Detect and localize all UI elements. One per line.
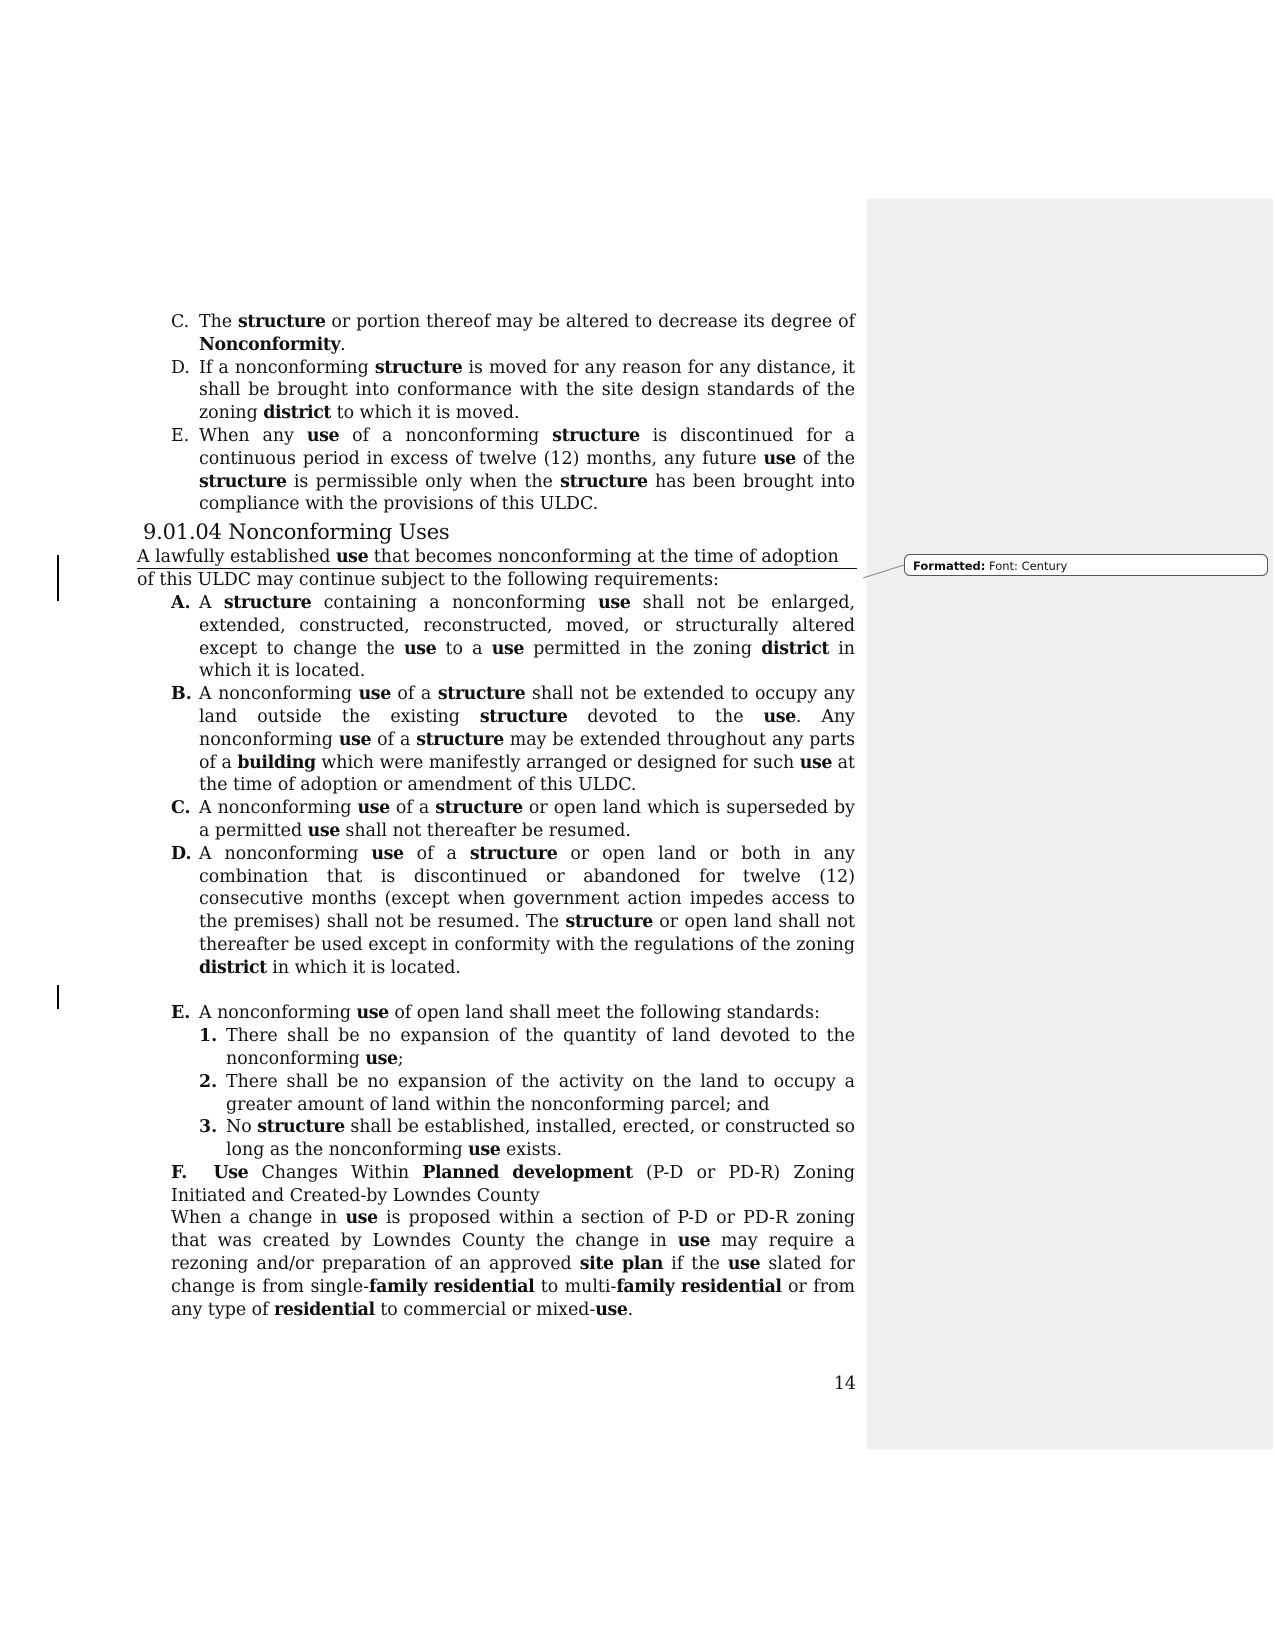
requirement-item <box>143 797 855 843</box>
text-run: . <box>627 1299 634 1320</box>
text-run: to a <box>436 638 492 659</box>
text-run: containing a nonconforming <box>311 592 599 613</box>
defined-term: Nonconformity <box>199 334 341 355</box>
text-run: is discontinued for a continuous period in excess of twelve (12) months, any future <box>199 425 855 469</box>
defined-term: site plan <box>579 1254 664 1275</box>
text-run: may be extended throughout any parts of a <box>199 729 856 773</box>
defined-term: use <box>356 1003 389 1024</box>
text-run: of a <box>389 798 436 819</box>
item-label: 2. <box>199 1071 218 1092</box>
defined-term: use <box>357 798 390 819</box>
item-label: B. <box>171 684 192 705</box>
defined-term: use <box>358 684 391 705</box>
text-run: A nonconforming <box>199 684 359 705</box>
text-run: of the <box>795 448 855 469</box>
text-run: There shall be no expansion of the quantity of land devoted to the nonconforming <box>226 1026 855 1069</box>
requirement-item <box>143 592 855 683</box>
item-label: D. <box>171 357 190 378</box>
text-run: Changes Within <box>248 1162 423 1183</box>
defined-term: use <box>763 448 796 469</box>
requirement-e <box>143 1002 855 1162</box>
text-run: devoted to the <box>567 706 764 727</box>
intro-line-formatted: A lawfully established use that becomes nonconforming at the time of adoption <box>137 547 857 569</box>
text-run: shall not be enlarged, extended, constructed, reconstructed, moved, or structurally altered except to change the <box>199 592 855 659</box>
defined-term: use <box>371 843 404 864</box>
intro-line-2: of this ULDC may continue subject to the following requirements: <box>137 570 719 591</box>
item-label: C. <box>171 312 190 332</box>
defined-term: use <box>345 1208 378 1229</box>
defined-term: use <box>306 425 340 446</box>
text-run: or open land or both in any combination that is discontinued or abandoned for twelve (12) consecutive months (except when government action impedes access to the premises) shall not be resumed. The <box>199 843 855 933</box>
text-run: exists. <box>500 1140 563 1161</box>
requirement-item <box>143 683 855 797</box>
page-number: 14 <box>833 1374 856 1394</box>
text-run: When any <box>199 425 307 446</box>
defined-term: structure <box>199 471 287 492</box>
text-run: If a nonconforming <box>199 357 375 378</box>
item-label: F. <box>171 1162 214 1183</box>
text-run: or portion thereof may be altered to decrease its degree of <box>325 312 856 332</box>
text-run: When a change in <box>171 1208 346 1229</box>
item-label: A. <box>171 592 191 613</box>
text-run: to which it is moved. <box>331 403 520 424</box>
defined-term: residential <box>274 1299 375 1320</box>
intro-paragraph <box>137 546 855 592</box>
defined-term: district <box>263 403 332 424</box>
defined-term: use <box>763 706 796 727</box>
text-run: There shall be no expansion of the activity on the land to occupy a greater amount of land within the nonconforming parcel; and <box>226 1071 855 1115</box>
list-item <box>143 425 855 516</box>
text-run: is proposed within a section of P-D or PD-R zoning that was created by Lowndes County the change in <box>171 1208 855 1252</box>
text-run: is permissible only when the <box>286 471 561 492</box>
defined-term: use <box>595 1299 628 1320</box>
text-run: A nonconforming <box>199 798 358 819</box>
comment-title: Formatted: <box>913 559 986 573</box>
markup-pane <box>867 199 1273 1449</box>
requirement-f-heading <box>171 1162 855 1208</box>
defined-term: family residential <box>616 1276 782 1297</box>
requirement-f-body <box>171 1207 855 1321</box>
defined-term: use <box>598 592 631 613</box>
text-run: in which it is located. <box>266 957 461 978</box>
blank-line <box>143 980 855 1003</box>
defined-term: district <box>761 638 830 659</box>
text-run: shall be established, installed, erected, or constructed so long as the nonconforming <box>226 1117 855 1161</box>
requirement-item <box>143 843 855 980</box>
defined-term: structure <box>416 729 504 750</box>
text-run: of a <box>390 684 438 705</box>
text-run: A nonconforming <box>199 843 372 864</box>
defined-term: structure <box>437 684 526 705</box>
text-run: . Any nonconforming <box>199 706 855 750</box>
text-run: A <box>199 592 224 613</box>
defined-term: structure <box>565 912 653 933</box>
requirements-list <box>143 592 855 980</box>
sub-item <box>143 1071 855 1117</box>
requirement-item <box>143 1002 855 1025</box>
text-run: to commercial or mixed- <box>374 1299 596 1320</box>
defined-term: structure <box>552 425 640 446</box>
defined-term: use <box>365 1048 398 1069</box>
text-run: of a <box>371 729 417 750</box>
item-label: D. <box>171 843 192 864</box>
defined-term: building <box>237 752 316 773</box>
defined-term: structure <box>238 312 326 332</box>
text-run: The <box>199 312 238 332</box>
item-label: C. <box>171 798 191 819</box>
text-run: . <box>340 334 346 355</box>
text-run: (P-D or PD-R) Zoning Initiated and Created-by Lowndes County <box>171 1162 855 1206</box>
formatting-comment-balloon[interactable] <box>904 554 1268 576</box>
text-run: of a <box>403 843 470 864</box>
defined-term: structure <box>435 798 523 819</box>
list-item <box>143 357 855 425</box>
defined-term: use <box>307 820 340 841</box>
defined-term: use <box>403 638 437 659</box>
text-run: or open land which is superseded by a permitted <box>199 798 855 841</box>
text-run: or open land shall not thereafter be used except in conformity with the regulations of the zoning <box>199 912 856 955</box>
defined-term: structure <box>560 471 648 492</box>
change-bar <box>57 555 59 601</box>
text-run: shall not thereafter be resumed. <box>339 820 631 841</box>
text-run: of open land shall meet the following standards: <box>388 1003 820 1024</box>
defined-term: use <box>727 1254 761 1275</box>
defined-term: use <box>799 752 833 773</box>
defined-term: structure <box>374 357 463 378</box>
page-body <box>137 311 856 1321</box>
text-run: to multi- <box>534 1276 617 1297</box>
text-run: may require a rezoning and/or preparation of an approved <box>171 1231 855 1275</box>
defined-term: use <box>338 729 372 750</box>
text-run: A nonconforming <box>199 1003 357 1024</box>
sub-item <box>143 1025 855 1071</box>
item-label: 3. <box>199 1117 218 1138</box>
text-run: which were manifestly arranged or designed for such <box>315 752 800 773</box>
defined-term: structure <box>223 592 312 613</box>
text-run: at the time of adoption or amendment of this ULDC. <box>199 752 855 796</box>
section-heading: 9.01.04 Nonconforming Uses <box>143 520 450 545</box>
comment-detail: Font: Century <box>989 559 1068 573</box>
sub-item <box>143 1116 855 1162</box>
defined-term: structure <box>257 1117 345 1138</box>
defined-term: district <box>199 957 267 978</box>
text-run: shall not be extended to occupy any land outside the existing <box>199 684 855 727</box>
text-run: if the <box>663 1254 728 1275</box>
text-run: or from any type of <box>171 1276 855 1320</box>
defined-term: family residential <box>369 1276 535 1297</box>
item-label: E. <box>171 425 190 446</box>
prev-items-list <box>143 311 855 516</box>
defined-term: structure <box>479 706 568 727</box>
list-item <box>143 311 855 357</box>
requirement-f <box>143 1162 855 1322</box>
defined-term: use <box>491 638 525 659</box>
text-run: in which it is located. <box>199 638 855 682</box>
defined-term: Planned development <box>422 1162 633 1183</box>
change-bar <box>57 985 59 1009</box>
text-run: has been brought into compliance with the provisions of this ULDC. <box>199 471 855 515</box>
text-run: No <box>226 1117 258 1138</box>
defined-term: structure <box>469 843 558 864</box>
text-run: permitted in the zoning <box>524 638 762 659</box>
defined-term: Use <box>213 1162 249 1183</box>
text-run: ; <box>397 1048 404 1069</box>
defined-term: use <box>468 1140 501 1161</box>
item-label: E. <box>171 1003 191 1024</box>
text-run: is moved for any reason for any distance, it shall be brought into conformance with the site design standards of the zoning <box>199 357 855 424</box>
item-label: 1. <box>199 1026 218 1047</box>
text-run: slated for change is from single- <box>171 1254 855 1297</box>
defined-term: use <box>677 1231 711 1252</box>
text-run: of a nonconforming <box>339 425 553 446</box>
